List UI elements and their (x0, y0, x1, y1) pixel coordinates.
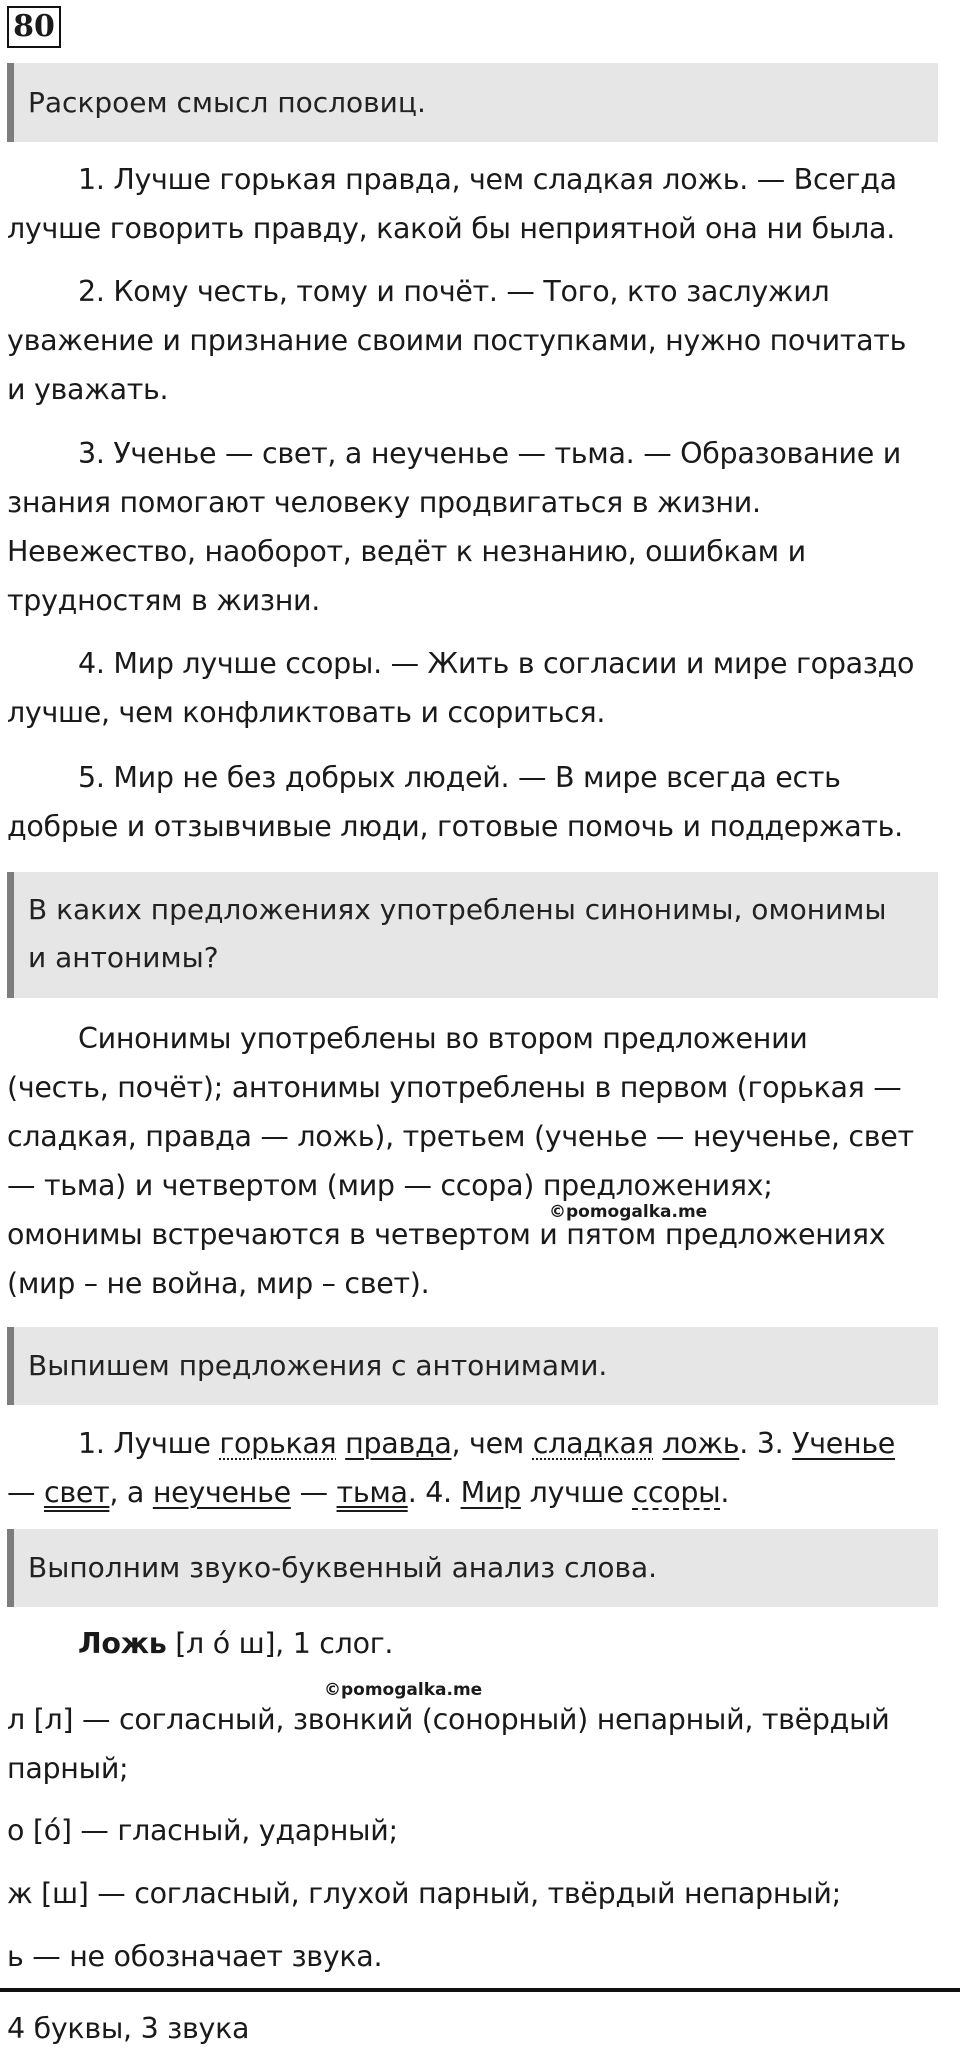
proverb-5-line-1: 5. Мир не без добрых людей. — В мире всегда есть (78, 761, 841, 794)
section-heading-analysis (7, 1529, 938, 1607)
heading-text: Выполним звуко-буквенный анализ слова. (28, 1551, 658, 1584)
sentence-text: 1. Лучше (78, 1427, 220, 1460)
antonym-sentence-line-2 (7, 1469, 947, 1518)
divider (0, 1988, 960, 1992)
answer-line-6: (мир – не война, мир – свет). (7, 1267, 430, 1300)
word-gorkaya: горькая (219, 1427, 337, 1460)
word-uchenye: Ученье (792, 1427, 896, 1460)
proverb-2-line-1: 2. Кому честь, тому и почёт. — Того, кто заслужил (78, 275, 830, 308)
proverb-3-line-4: трудностям в жизни. (7, 584, 321, 617)
watermark: ©pomogalka.me (324, 1680, 483, 1700)
heading-text: Раскроем смысл пословиц. (28, 86, 426, 119)
proverb-2-line-2: уважение и признание своими поступками, нужно почитать (7, 324, 907, 357)
sentence-text: . 3. (739, 1427, 793, 1460)
analysis-word: Ложь (78, 1627, 167, 1660)
section-heading-question (7, 872, 938, 998)
watermark: ©pomogalka.me (549, 1202, 708, 1222)
analysis-line-soft-sign: ь — не обозначает звука. (7, 1940, 383, 1973)
proverb-4-line-1: 4. Мир лучше ссоры. — Жить в согласии и мире гораздо (78, 647, 915, 680)
analysis-line-o: о [о́] — гласный, ударный; (7, 1814, 398, 1847)
sentence-text: лучше (520, 1476, 633, 1509)
word-svet: свет (43, 1476, 110, 1509)
sentence-text: — (7, 1476, 44, 1509)
answer-line-3: сладкая, правда — ложь), третьем (ученье — неученье, свет (7, 1120, 914, 1153)
answer-line-4: — тьма) и четвертом (мир — ссора) предложениях; (7, 1169, 773, 1202)
proverb-3-line-3: Невежество, наоборот, ведёт к незнанию, ошибкам и (7, 535, 806, 568)
word-ssory: ссоры (632, 1476, 721, 1509)
answer-line-5: омонимы встречаются в четвертом и пятом предложениях (7, 1218, 886, 1251)
answer-line-1: Синонимы употреблены во втором предложении (78, 1022, 808, 1055)
heading-text: Выпишем предложения с антонимами. (28, 1349, 608, 1382)
word-mir: Мир (460, 1476, 521, 1509)
sentence-text: , чем (451, 1427, 533, 1460)
analysis-line-l-2: парный; (7, 1752, 129, 1785)
word-pravda: правда (345, 1427, 452, 1460)
proverb-1-line-1: 1. Лучше горькая правда, чем сладкая ложь. — Всегда (78, 163, 897, 196)
analysis-line-l-1: л [л] — согласный, звонкий (сонорный) непарный, твёрдый (7, 1703, 890, 1736)
proverb-5-line-2: добрые и отзывчивые люди, готовые помочь и поддержать. (7, 810, 903, 843)
proverb-2-line-3: и уважать. (7, 373, 169, 406)
section-heading-proverbs (7, 63, 938, 142)
sentence-text: . 4. (407, 1476, 461, 1509)
analysis-summary: 4 буквы, 3 звука (7, 2012, 250, 2045)
word-lozh: ложь (662, 1427, 740, 1460)
analysis-word-line (7, 1620, 960, 1669)
antonym-sentence-line-1 (7, 1420, 960, 1469)
sentence-text: . (720, 1476, 730, 1509)
analysis-line-zh: ж [ш] — согласный, глухой парный, твёрдый непарный; (7, 1877, 841, 1910)
word-sladkaya: сладкая (532, 1427, 654, 1460)
proverb-3-line-1: 3. Ученье — свет, а неученье — тьма. — Образование и (78, 437, 901, 470)
answer-line-2: (честь, почёт); антонимы употреблены в первом (горькая — (7, 1071, 902, 1104)
analysis-transcription: [л ó ш], 1 слог. (166, 1627, 394, 1660)
task-number: 80 (7, 6, 61, 48)
word-tma: тьма (336, 1476, 408, 1509)
heading-text-line-1: В каких предложениях употреблены синонимы, омонимы (28, 893, 887, 926)
section-heading-antonyms (7, 1327, 938, 1405)
proverb-1-line-2: лучше говорить правду, какой бы неприятной она ни была. (7, 212, 895, 245)
word-neuchenye: неученье (152, 1476, 291, 1509)
sentence-text: , а (109, 1476, 153, 1509)
sentence-text: — (290, 1476, 337, 1509)
proverb-4-line-2: лучше, чем конфликтовать и ссориться. (7, 696, 606, 729)
heading-text-line-2: и антонимы? (28, 941, 219, 974)
proverb-3-line-2: знания помогают человеку продвигаться в жизни. (7, 486, 761, 519)
